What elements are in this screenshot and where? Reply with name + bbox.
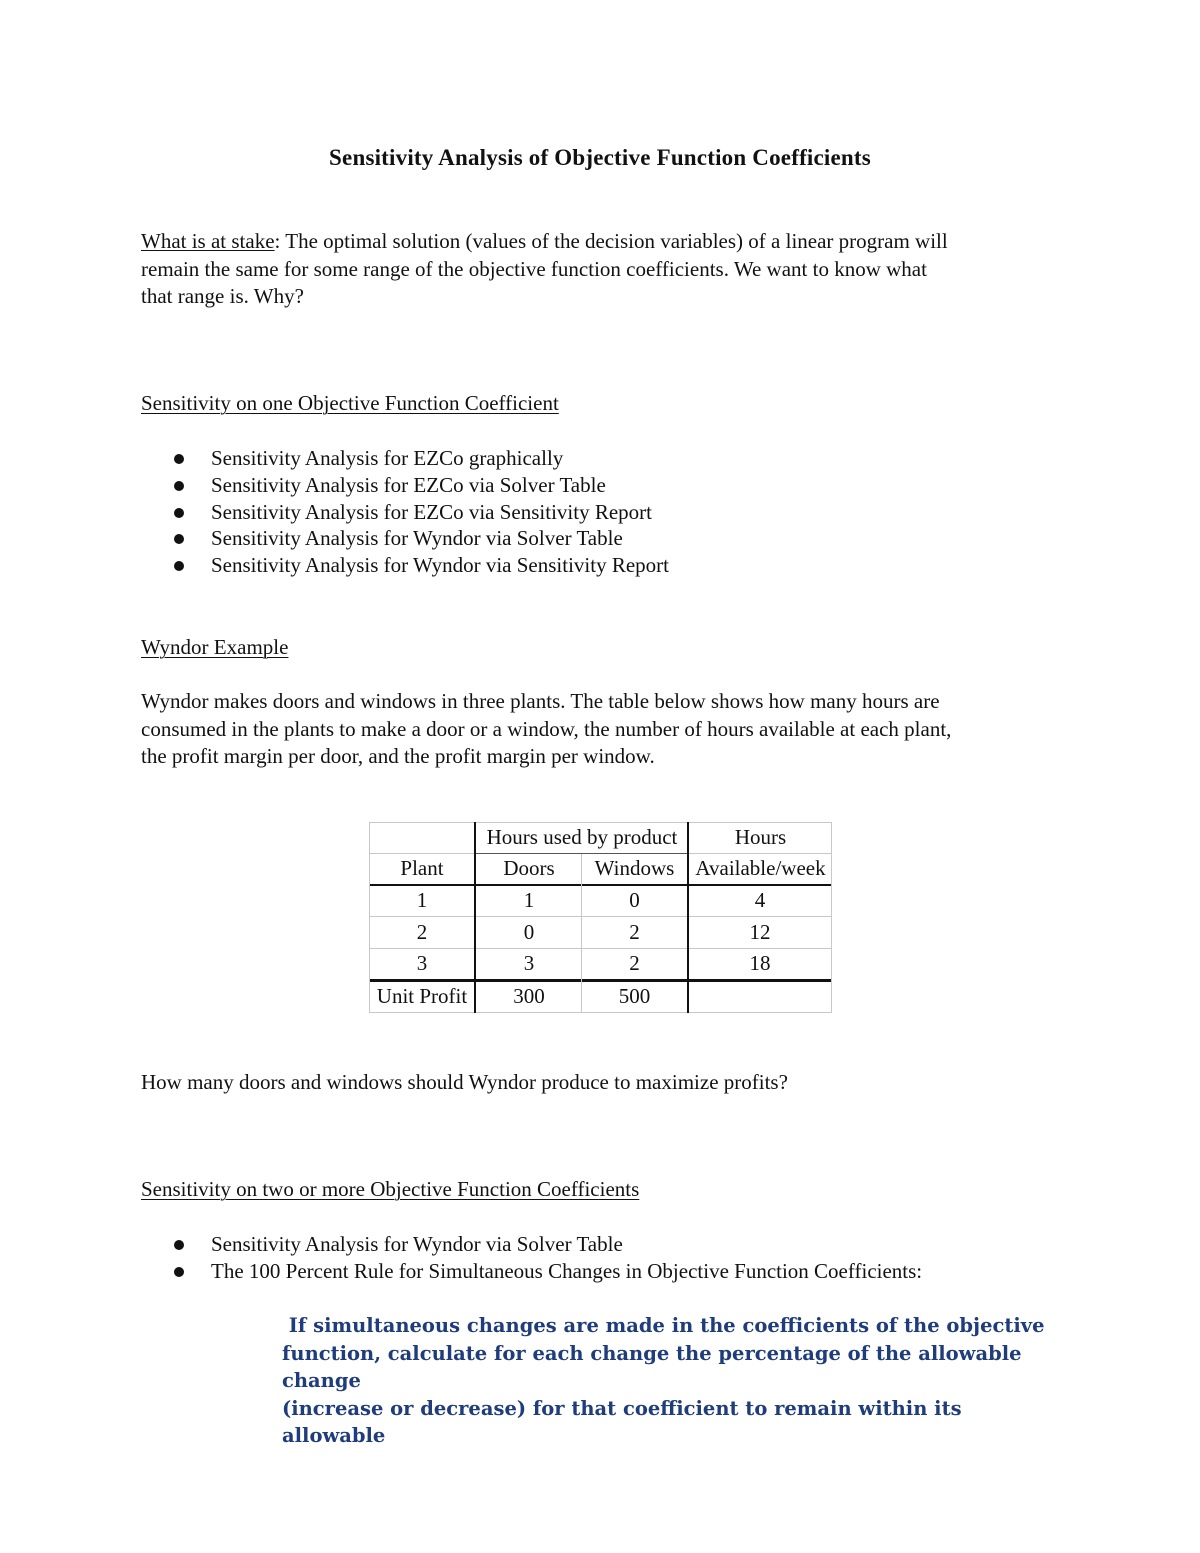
bullet-icon	[174, 561, 184, 571]
bullet-icon	[174, 481, 184, 491]
table-cell-doors: 1	[523, 888, 535, 912]
section1-list	[141, 445, 669, 579]
table-header-plant: Plant	[400, 856, 444, 880]
table-cell-available: 18	[749, 951, 771, 975]
table-cell-available: 12	[749, 920, 771, 944]
hundred-percent-rule-callout	[282, 1312, 1062, 1450]
wyndor-heading: Wyndor Example	[141, 635, 289, 659]
table-cell-profit-doors: 300	[513, 984, 545, 1008]
table-gridline	[369, 1012, 832, 1013]
table-cell-plant: 2	[416, 920, 428, 944]
table-cell-profit-available	[689, 981, 831, 1012]
table-cell-profit-windows: 500	[618, 984, 651, 1008]
list-item: Sensitivity Analysis for Wyndor via Sensitivity Report	[141, 552, 669, 579]
table-cell-available: 4	[754, 888, 766, 912]
table-cell-windows: 2	[629, 920, 640, 944]
table-cell-plant: 3	[416, 951, 428, 975]
table-rule	[474, 822, 476, 1013]
list-item: Sensitivity Analysis for EZCo via Solver Table	[141, 472, 669, 499]
list-item: Sensitivity Analysis for Wyndor via Solver Table	[141, 525, 669, 552]
list-item: Sensitivity Analysis for Wyndor via Solver Table	[141, 1231, 922, 1258]
table-cell-plant: 1	[416, 888, 428, 912]
table-header-group: Hours used by product	[486, 825, 678, 849]
bullet-icon	[174, 1267, 184, 1277]
table-cell-profit-label: Unit Profit	[376, 984, 468, 1008]
section2-list	[141, 1231, 922, 1285]
table-header-doors: Doors	[503, 856, 555, 880]
wyndor-paragraph	[141, 688, 1071, 771]
table-cell-doors: 3	[523, 951, 535, 975]
bullet-icon	[174, 508, 184, 518]
question-text: How many doors and windows should Wyndor produce to maximize profits?	[141, 1070, 788, 1094]
intro-label: What is at stake	[141, 229, 275, 253]
table-header-hours: Hours	[734, 825, 787, 849]
table-cell-doors: 0	[523, 920, 535, 944]
list-item: The 100 Percent Rule for Simultaneous Changes in Objective Function Coefficients:	[141, 1258, 922, 1285]
bullet-icon	[174, 454, 184, 464]
wyndor-table	[369, 822, 832, 1013]
callout-line-2: function, calculate for each change the percentage of the allowable change	[282, 1341, 1022, 1392]
section2-heading: Sensitivity on two or more Objective Function Coefficients	[141, 1177, 640, 1201]
table-header-windows: Windows	[594, 856, 675, 880]
table-header-available: Available/week	[695, 856, 826, 880]
intro-line-1	[141, 228, 1071, 256]
page-title: Sensitivity Analysis of Objective Function Coefficients	[329, 145, 871, 170]
wyndor-line-3: the profit margin per door, and the profit margin per window.	[141, 744, 655, 768]
list-item: Sensitivity Analysis for EZCo graphically	[141, 445, 669, 472]
wyndor-line-2: consumed in the plants to make a door or a window, the number of hours available at each plant,	[141, 716, 952, 741]
list-item: Sensitivity Analysis for EZCo via Sensitivity Report	[141, 499, 669, 526]
wyndor-line-1: Wyndor makes doors and windows in three plants. The table below shows how many hours are	[141, 689, 940, 713]
table-cell-windows: 2	[629, 951, 640, 975]
bullet-icon	[174, 534, 184, 544]
table-cell-windows: 0	[629, 888, 640, 912]
intro-line-2: remain the same for some range of the objective function coefficients. We want to know what	[141, 256, 927, 281]
callout-line-1: If simultaneous changes are made in the coefficients of the objective	[282, 1314, 1045, 1337]
intro-line-1-text: : The optimal solution (values of the decision variables) of a linear program will	[274, 229, 948, 253]
callout-line-3: (increase or decrease) for that coefficient to remain within its allowable	[282, 1396, 962, 1447]
section1-heading: Sensitivity on one Objective Function Coefficient	[141, 391, 559, 415]
bullet-icon	[174, 1240, 184, 1250]
intro-paragraph	[141, 228, 1071, 311]
intro-line-3: that range is. Why?	[141, 284, 304, 308]
table-gridline	[831, 822, 832, 1013]
